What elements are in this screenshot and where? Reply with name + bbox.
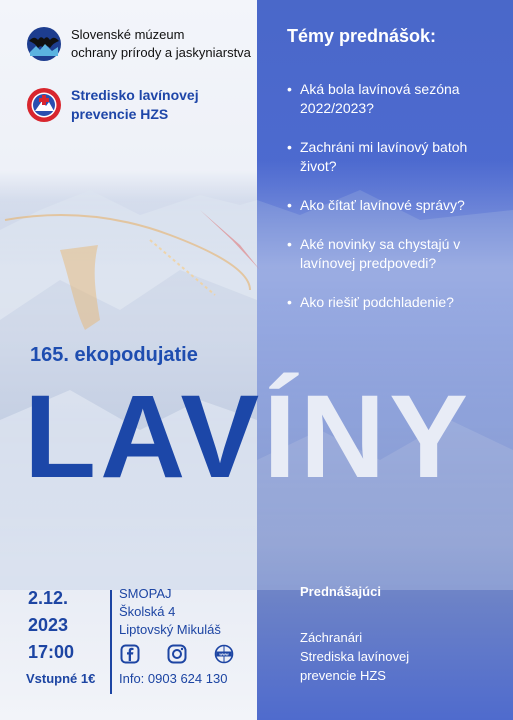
event-title-right: ÍNY [263,371,472,503]
venue [119,585,221,639]
org2-logo-row [26,86,199,124]
org2-name [71,86,199,124]
lecturers-title: Prednášajúci [300,584,381,599]
facebook-icon[interactable] [120,644,140,664]
lecturers [300,628,409,685]
event-title [24,371,472,503]
venue-name: SMOPAJ [119,586,172,601]
lecturers-line3: prevencie HZS [300,668,386,683]
event-datetime [28,585,74,666]
event-date: 2.12. [28,588,69,608]
org1-name [71,26,251,62]
event-subtitle: 165. ekopodujatie [30,344,198,366]
avalanche-rescue-logo [26,87,62,123]
topic-item: • Zachráni mi lavínový batoh život? [287,138,497,176]
topics-list [287,80,497,332]
venue-street: Školská 4 [119,604,176,619]
www-icon[interactable] [214,644,234,664]
divider [110,590,112,694]
org2-line2: prevencie HZS [71,106,169,122]
bat-logo [26,26,62,62]
svg-text:www: www [219,651,229,657]
org1-line2: ochrany prírody a jaskyniarstva [71,45,251,60]
topics-title: Témy prednášok: [287,26,437,46]
event-year: 2023 [28,615,69,635]
topic-item: • Aká bola lavínová sezóna 2022/2023? [287,80,497,118]
topic-item: • Ako čítať lavínové správy? [287,196,497,215]
entry-fee: Vstupné 1€ [26,671,96,686]
lecturers-line1: Záchranári [300,630,363,645]
venue-city: Liptovský Mikuláš [119,622,221,637]
social-icons [120,644,261,664]
info-phone: Info: 0903 624 130 [119,671,228,686]
instagram-icon[interactable] [167,644,187,664]
org2-line1: Stredisko lavínovej [71,87,199,103]
topic-item: • Aké novinky sa chystajú v lavínovej predpovedi? [287,235,497,273]
topic-item: • Ako riešiť podchladenie? [287,293,497,312]
org1-logo-row [26,26,251,62]
org1-line1: Slovenské múzeum [71,27,185,42]
event-title-left: LAV [24,371,264,503]
event-time: 17:00 [28,642,75,662]
lecturers-line2: Strediska lavínovej [300,649,410,664]
